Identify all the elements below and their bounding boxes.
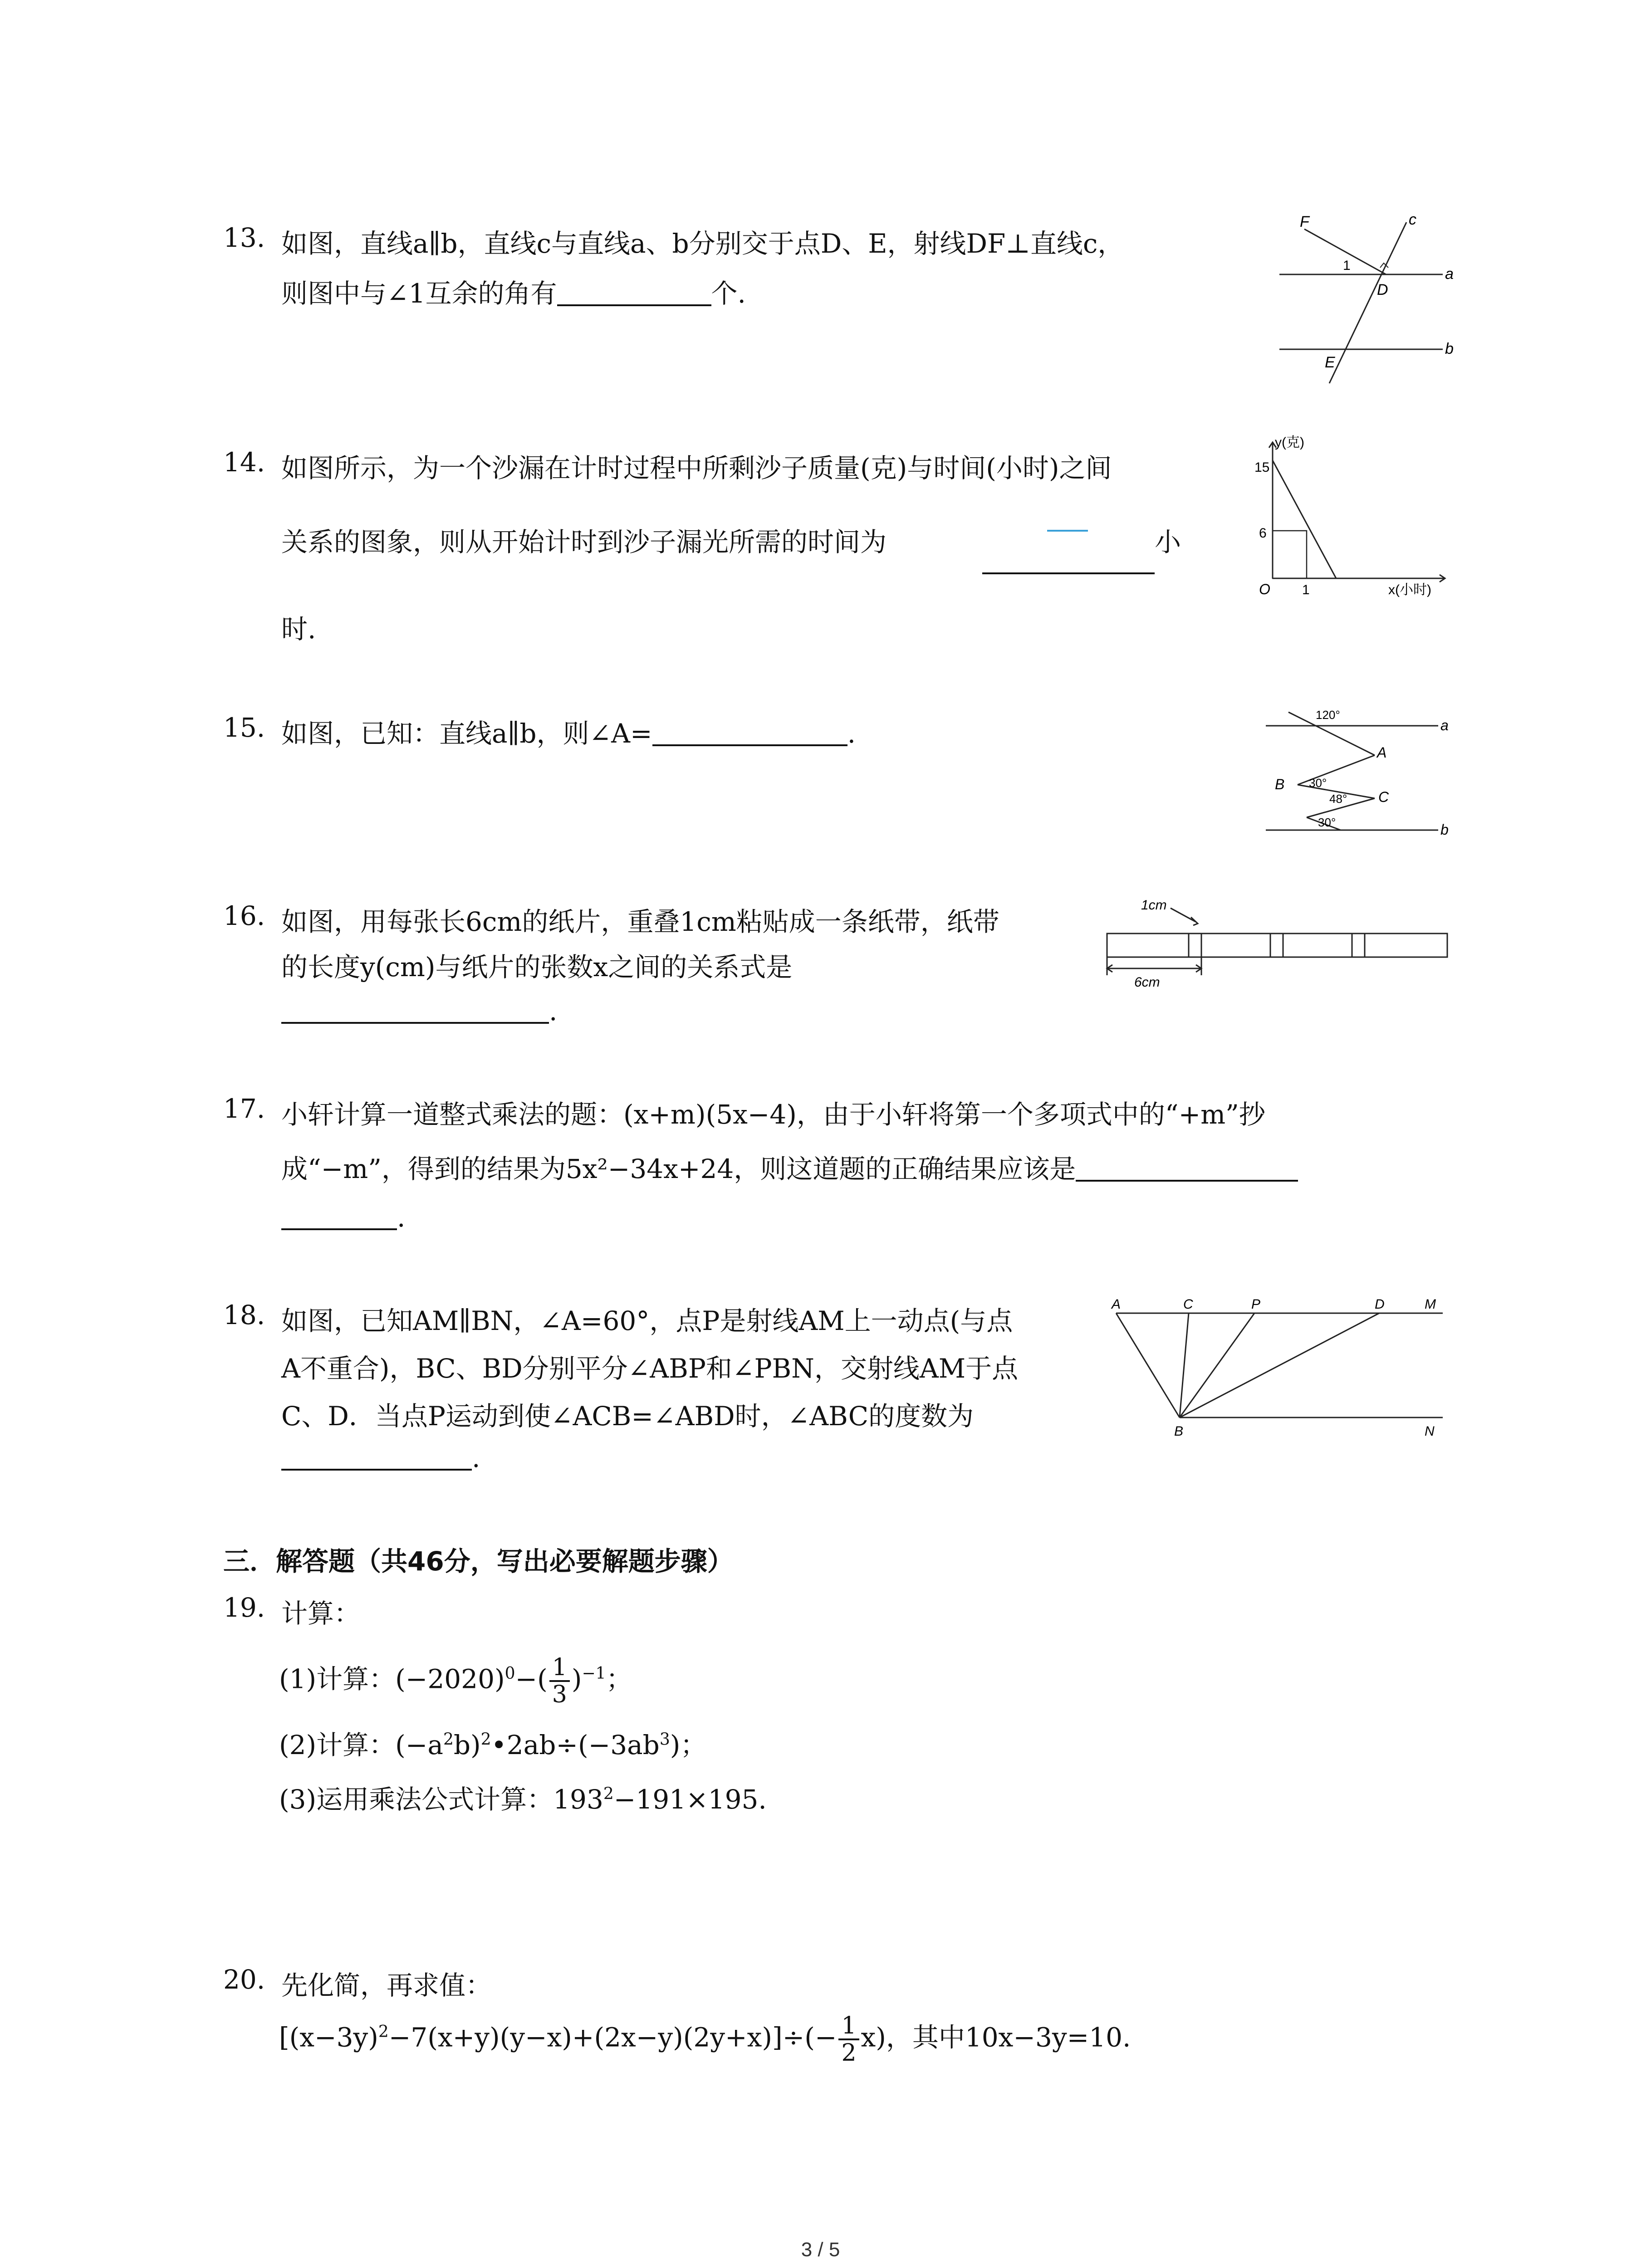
q19-frac-num: 1 (549, 1655, 570, 1682)
q13-answer-blank[interactable] (557, 282, 711, 306)
q15-figure (1261, 699, 1461, 855)
q13-text-line2-a: 则图中与∠1互余的角有 (281, 278, 557, 309)
q14-text-line3: 时. (281, 614, 316, 645)
q19-part2-a: (2)计算：(−a (279, 1730, 443, 1760)
q14-x-label: x(小时) (1388, 582, 1431, 597)
q15-label-B: B (1275, 776, 1285, 792)
q18-text-line3: C、D．当点P运动到使∠ACB=∠ABD时，∠ABC的度数为 (281, 1401, 974, 1432)
q17-text-line3 (281, 1202, 405, 1233)
q16-number: 16. (223, 900, 265, 931)
q13-label-D: D (1377, 281, 1388, 298)
q15-label-b: b (1440, 821, 1449, 838)
q16-text-line3 (281, 996, 557, 1026)
q20-expr-b: −7(x+y)(y−x)+(2x−y)(2y+x)]÷(− (388, 2022, 837, 2053)
q14-tick-1: 1 (1302, 582, 1310, 597)
q19-part2-sup2: 2 (443, 1730, 454, 1749)
q17-text-line1: 小轩计算一道整式乘法的题：(x+m)(5x−4)，由于小轩将第一个多项式中的“+m”抄 (281, 1099, 1265, 1130)
q19-part2-sup2b: 2 (480, 1730, 491, 1749)
q13-text-line2-b: 个. (711, 278, 746, 309)
q19-part1-d: ； (606, 1663, 632, 1695)
q19-frac-den: 3 (552, 1681, 567, 1709)
q14-answer-blank[interactable] (982, 572, 1155, 574)
q18-number: 18. (223, 1300, 265, 1330)
q19-part2 (279, 1724, 706, 1762)
q17-number: 17. (223, 1093, 265, 1124)
q13-label-c: c (1409, 211, 1416, 228)
q13-label-a: a (1445, 265, 1454, 283)
q13-figure (1275, 209, 1456, 396)
q19-part2-sup3: 3 (659, 1730, 670, 1749)
q18-label-C: C (1183, 1297, 1193, 1312)
q20-fraction-one-half (838, 2013, 859, 2066)
q16-period: . (549, 996, 558, 1026)
q13-text-line2 (281, 272, 746, 310)
q20-expr-c: x)，其中10x−3y=10. (861, 2022, 1131, 2053)
q15-angle-120: 120° (1316, 708, 1340, 722)
q19-part1-sup: −1 (582, 1664, 606, 1683)
q18-label-M: M (1425, 1297, 1436, 1312)
q15-text-line1 (281, 712, 856, 750)
q14-text-line1: 如图所示，为一个沙漏在计时过程中所剩沙子质量(克)与时间(小时)之间 (281, 453, 1112, 484)
q14-y-label: y(克) (1275, 435, 1304, 450)
page-number: 3 / 5 (801, 2239, 840, 2261)
q14-blue-dash (1047, 530, 1088, 532)
q15-label-C: C (1378, 789, 1389, 805)
q13-text-line1: 如图，直线a∥b，直线c与直线a、b分别交于点D、E，射线DF⊥直线c， (281, 228, 1124, 259)
q17-answer-blank-b[interactable] (281, 1206, 397, 1230)
q19-part3-b: −191×195. (613, 1784, 767, 1815)
q18-label-B: B (1174, 1424, 1184, 1439)
q13-label-E: E (1325, 354, 1335, 371)
q16-label-6cm: 6cm (1134, 975, 1160, 989)
q17-text-line2-a: 成“−m”，得到的结果为5x²−34x+24，则这道题的正确结果应该是 (281, 1154, 1076, 1184)
q15-answer-blank[interactable] (652, 722, 847, 746)
q18-text-line4 (281, 1442, 480, 1473)
q16-text-line2: 的长度y(cm)与纸片的张数x之间的关系式是 (281, 952, 793, 982)
q19-title: 计算： (281, 1598, 361, 1629)
q19-part1-b: −( (515, 1663, 548, 1695)
q18-text-line1: 如图，已知AM∥BN，∠A=60°，点P是射线AM上一动点(与点 (281, 1305, 1013, 1336)
q20-frac-den: 2 (841, 2039, 857, 2067)
q15-label-A: A (1377, 744, 1387, 761)
q19-part1 (279, 1647, 632, 1707)
q14-number: 14. (223, 447, 265, 478)
q18-label-N: N (1425, 1424, 1435, 1439)
q19-part3-a: (3)运用乘法公式计算：193 (279, 1784, 603, 1815)
q13-number: 13. (223, 222, 265, 253)
q17-text-line2 (281, 1148, 1298, 1186)
q13-label-1: 1 (1343, 258, 1351, 273)
q16-label-1cm: 1cm (1141, 898, 1167, 913)
q14-tick-15: 15 (1254, 460, 1270, 475)
q15-angle-48: 48° (1329, 792, 1347, 806)
q19-part1-sup0: 0 (505, 1664, 515, 1683)
q18-text-line2: A不重合)，BC、BD分别平分∠ABP和∠PBN，交射线AM于点 (281, 1353, 1019, 1384)
q19-number: 19. (223, 1592, 265, 1623)
q14-text-line2-b: 小 (1155, 527, 1181, 557)
q16-figure (1102, 889, 1456, 995)
q19-part3-sup: 2 (603, 1784, 614, 1804)
q18-answer-blank[interactable] (281, 1446, 472, 1471)
q18-period: . (472, 1442, 480, 1473)
q15-angle-30-top: 30° (1309, 776, 1327, 790)
q15-text-a: 如图，已知：直线a∥b，则∠A= (281, 718, 652, 749)
q19-fraction-one-third (549, 1655, 570, 1707)
q20-expression (279, 2005, 1131, 2066)
q14-text-line2-a: 关系的图象，则从开始计时到沙子漏光所需的时间为 (281, 527, 887, 557)
q19-part2-c: •2ab÷(−3ab (491, 1730, 660, 1760)
section-3-heading: 三．解答题（共46分，写出必要解题步骤） (223, 1546, 734, 1577)
q19-part2-b: b) (453, 1730, 481, 1760)
q17-answer-blank-a[interactable] (1076, 1157, 1298, 1182)
q15-label-a: a (1440, 717, 1449, 733)
q18-figure (1107, 1288, 1461, 1458)
q18-label-P: P (1251, 1297, 1261, 1312)
q15-number: 15. (223, 712, 265, 743)
q20-title: 先化简，再求值： (281, 1970, 492, 2001)
q15-text-b: . (847, 718, 856, 749)
q20-expr-sup: 2 (378, 2023, 389, 2041)
q15-angle-30-bottom: 30° (1318, 816, 1336, 829)
q17-period: . (397, 1202, 406, 1233)
q19-part1-c: ) (571, 1663, 582, 1695)
q14-origin: O (1259, 581, 1270, 597)
q14-figure (1245, 433, 1454, 607)
q16-answer-blank[interactable] (281, 999, 549, 1024)
q19-part2-d: )； (670, 1730, 707, 1760)
q13-label-F: F (1300, 213, 1309, 230)
q16-text-line1: 如图，用每张长6cm的纸片，重叠1cm粘贴成一条纸带，纸带 (281, 906, 999, 937)
q18-label-A: A (1112, 1297, 1121, 1312)
q14-text-line2 (281, 521, 887, 559)
q20-frac-num: 1 (838, 2013, 859, 2040)
q18-label-D: D (1375, 1297, 1385, 1312)
q14-tick-6: 6 (1259, 526, 1267, 541)
q20-expr-a: [(x−3y) (279, 2022, 378, 2053)
q19-part3 (279, 1778, 767, 1816)
q19-part1-a: (1)计算：(−2020) (279, 1663, 505, 1695)
q13-label-b: b (1445, 340, 1454, 357)
q20-number: 20. (223, 1964, 265, 1995)
